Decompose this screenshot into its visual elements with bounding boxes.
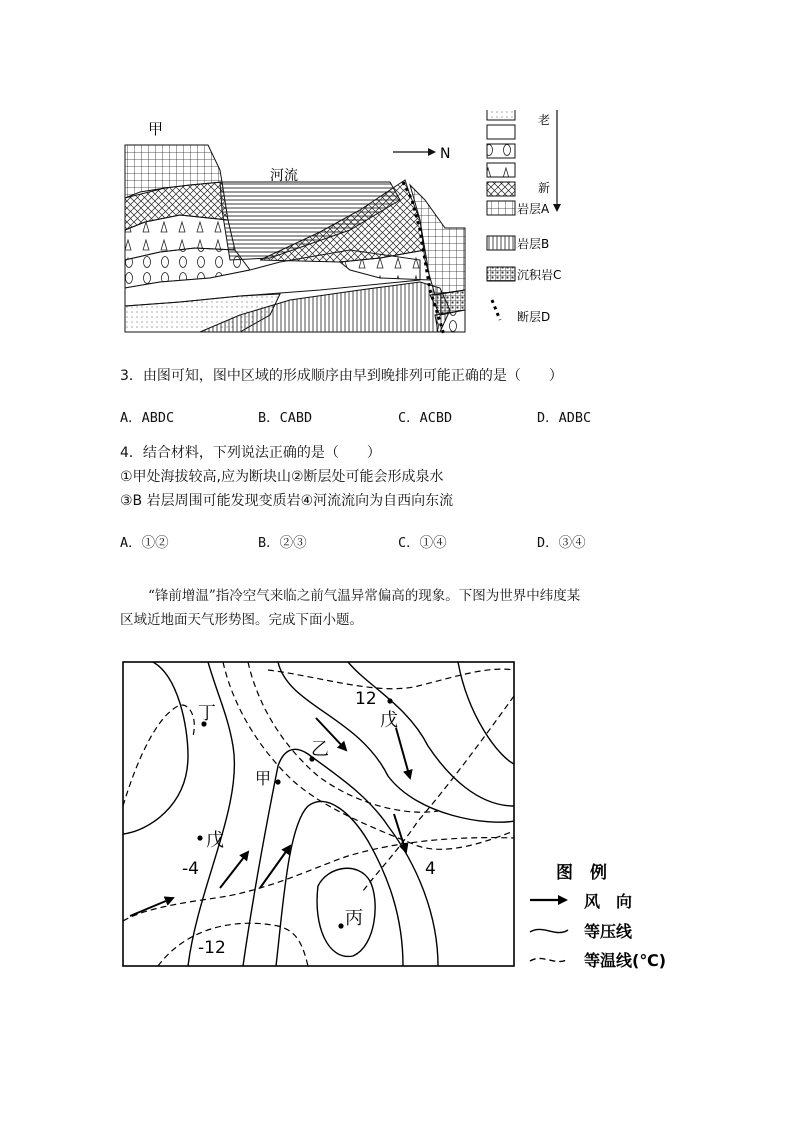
isotherm-label-neg12: -12 — [198, 938, 226, 958]
isotherm-label-4: 4 — [425, 859, 436, 879]
age-arrow-head — [553, 204, 561, 212]
passage-line-1: “锋前增温”指冷空气来临之前气温异常偏高的现象。下图为世界中纬度某 — [148, 588, 581, 604]
legend-swatch-crosshatch — [487, 182, 515, 196]
legend-swatch-triangle — [487, 163, 515, 177]
point-wu-left — [197, 835, 202, 840]
label-yi: 乙 — [311, 739, 329, 760]
label-north: N — [440, 146, 451, 162]
q3-option-c[interactable]: C．ACBD — [398, 410, 453, 426]
legend-isobar: 等压线 — [584, 922, 633, 941]
q4-option-a[interactable]: A．①② — [120, 535, 169, 551]
figure2-legend — [530, 862, 666, 970]
legend-swatch-oval — [487, 144, 515, 158]
legend-rock-a: 岩层A — [517, 202, 550, 216]
label-jia: 甲 — [148, 120, 164, 138]
label-bing: 丙 — [345, 908, 363, 929]
legend-swatch-grid — [487, 201, 515, 215]
q4-statement-2: ③B 岩层周围可能发现变质岩④河流流向为自西向东流 — [120, 493, 454, 509]
q3-option-d[interactable]: D．ADBC — [537, 410, 592, 426]
label-wu-top: 戊 — [380, 710, 398, 731]
isotherm-label-12: 12 — [355, 689, 377, 709]
q3-option-b[interactable]: B．CABD — [258, 410, 313, 426]
legend-isotherm-swatch — [530, 958, 568, 961]
legend-swatch-blank — [487, 125, 515, 139]
legend-swatch-sediment — [487, 267, 515, 281]
legend-rock-b: 岩层B — [517, 237, 550, 251]
figure1-legend — [487, 110, 561, 324]
legend-swatch-dots — [487, 110, 515, 120]
q4-option-c[interactable]: C．①④ — [398, 535, 447, 551]
legend-title: 图 例 — [556, 863, 607, 883]
isotherm-label-neg4: -4 — [182, 859, 199, 879]
geologic-cross-section — [120, 110, 580, 340]
legend-swatch-fault — [492, 300, 500, 320]
label-wu-left: 戊 — [206, 830, 224, 851]
legend-isotherm: 等温线(℃) — [584, 951, 667, 970]
q4-statement-1: ①甲处海拔较高,应为断块山②断层处可能会形成泉水 — [120, 469, 444, 485]
label-jia: 甲 — [255, 769, 272, 788]
point-jia — [275, 779, 280, 784]
legend-new: 新 — [538, 181, 551, 195]
legend-fault-d: 断层D — [517, 310, 551, 324]
weather-map — [118, 656, 688, 976]
label-ding: 丁 — [198, 703, 216, 724]
legend-sed-c: 沉积岩C — [517, 268, 562, 282]
north-arrow-head — [428, 148, 436, 156]
q3-option-a[interactable]: A．ABDC — [120, 410, 175, 426]
question-4-stem: 4．结合材料，下列说法正确的是（ ） — [120, 445, 381, 461]
q4-option-d[interactable]: D．③④ — [537, 535, 586, 551]
question-3-stem: 3．由图可知，图中区域的形成顺序由早到晚排列可能正确的是（ ） — [120, 368, 563, 384]
passage-line-2: 区域近地面天气形势图。完成下面小题。 — [120, 612, 363, 628]
legend-old: 老 — [538, 113, 551, 127]
legend-isobar-swatch — [530, 929, 568, 932]
q4-option-b[interactable]: B．②③ — [258, 535, 307, 551]
point-bing — [338, 923, 343, 928]
legend-swatch-vertical — [487, 236, 515, 250]
legend-wind: 风 向 — [584, 892, 633, 911]
label-river: 河流 — [270, 168, 298, 184]
point-wu-top — [387, 698, 392, 703]
